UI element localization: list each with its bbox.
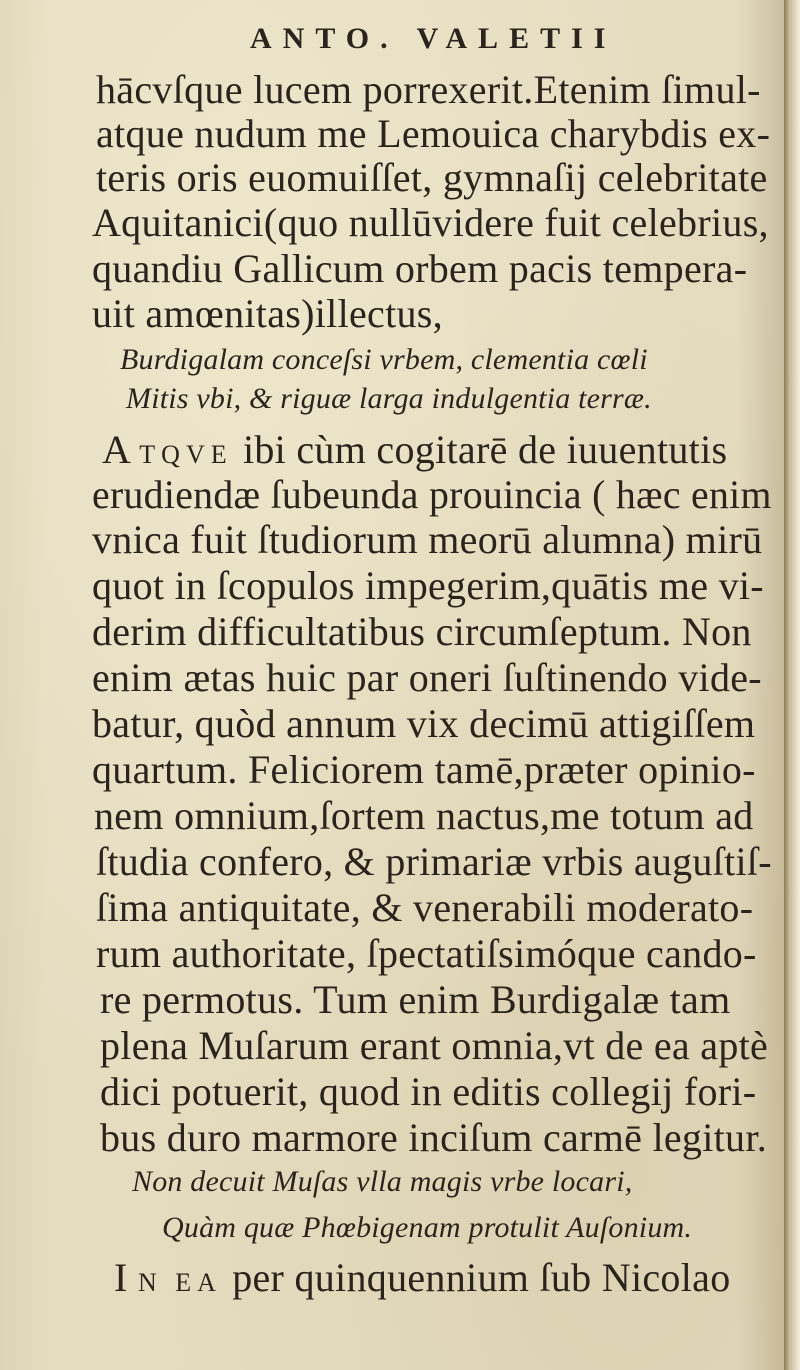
text-line: re permotus. Tum enim Burdigalæ tam <box>100 977 731 1022</box>
initial-letter: A <box>102 427 129 472</box>
page-gutter-shadow <box>784 0 800 1370</box>
text-line: derim difficultatibus circumſeptum. Non <box>92 609 752 654</box>
text-line: nem omnium,ſortem nactus,me totum ad <box>94 793 754 838</box>
text-line: quandiu Gallicum orbem pacis tempera- <box>92 246 748 291</box>
opening-line-text: ibi cùm cogitarē de iuuentutis <box>242 427 728 472</box>
verse-line: Non decuit Muſas vlla magis vrbe locari, <box>132 1165 633 1198</box>
running-head: ANTO. VALETII <box>250 22 617 55</box>
text-line: quartum. Feliciorem tamē,præter opinio- <box>92 747 756 792</box>
verse-line: Burdigalam conceſsi vrbem, clementia cœli <box>120 343 648 376</box>
verse-line: Mitis vbi, & riguæ larga indulgentia terræ. <box>126 382 652 415</box>
small-caps-run: N EA <box>137 1268 222 1297</box>
text-line: Aquitanici(quo nullūvidere fuit celebrius, <box>92 200 769 245</box>
paragraph-opening-line <box>114 1255 731 1300</box>
text-line: teris oris euomuiſſet, gymnaſij celebritate <box>96 155 768 200</box>
text-line: plena Muſarum erant omnia,vt de ea aptè <box>100 1023 769 1068</box>
text-line: vnica fuit ſtudiorum meorū alumna) mirū <box>92 517 763 562</box>
text-line: dici potuerit, quod in editis collegij fori- <box>100 1069 757 1114</box>
paragraph-opening-line <box>102 427 728 472</box>
text-line: rum authoritate, ſpectatiſsimóque cando- <box>96 931 757 976</box>
text-line: ſima antiquitate, & venerabili moderato- <box>96 885 754 930</box>
text-line: bus duro marmore inciſum carmē legitur. <box>100 1115 768 1160</box>
verse-line: Quàm quæ Phœbigenam protulit Auſonium. <box>162 1211 693 1244</box>
opening-line-text: per quinquennium ſub Nicolao <box>232 1255 731 1300</box>
text-line: ſtudia confero, & primariæ vrbis auguſtiſ- <box>96 839 772 884</box>
text-line: erudiendæ ſubeunda prouincia ( hæc enim <box>92 472 772 517</box>
text-line: enim ætas huic par oneri ſuſtinendo vide- <box>92 655 762 700</box>
small-caps-run: TQVE <box>139 440 233 469</box>
text-line: atque nudum me Lemouica charybdis ex- <box>96 111 771 156</box>
text-line: quot in ſcopulos impegerim,quātis me vi- <box>92 563 764 608</box>
text-line: batur, quòd annum vix decimū attigiſſem <box>92 701 756 746</box>
initial-letter: I <box>114 1255 128 1300</box>
text-line: uit amœnitas)illectus, <box>92 291 443 336</box>
text-line: hācvſque lucem porrexerit.Etenim ſimul- <box>96 67 761 112</box>
